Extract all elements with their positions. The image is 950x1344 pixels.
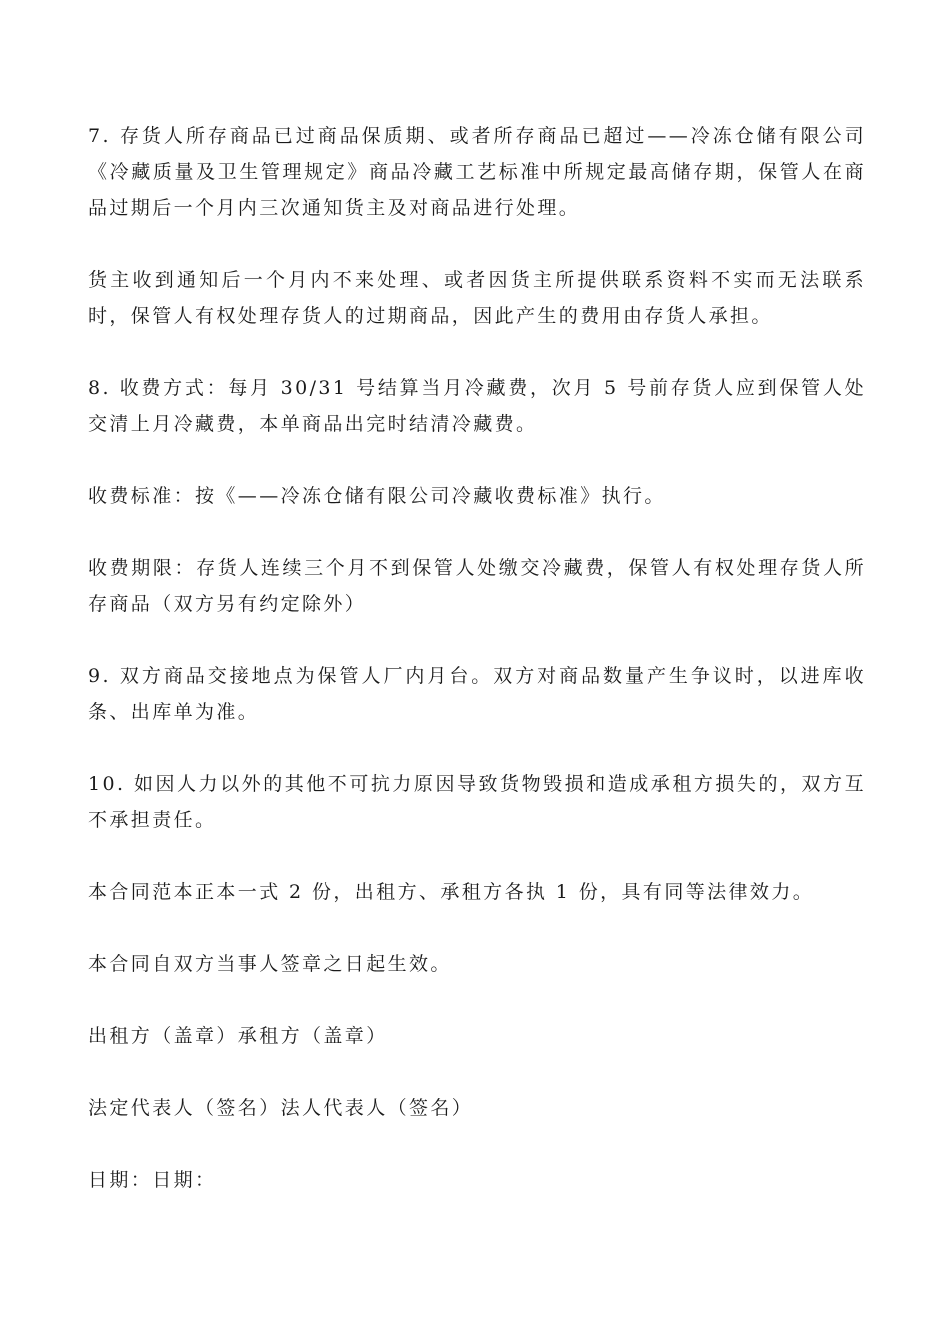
clause-9-handover: 9. 双方商品交接地点为保管人厂内月台。双方对商品数量产生争议时，以进库收条、出库单为准。 <box>88 665 866 723</box>
seal-line: 出租方（盖章）承租方（盖章） <box>88 1025 388 1047</box>
clause-8-payment-method: 8. 收费方式：每月 30/31 号结算当月冷藏费，次月 5 号前存货人应到保管人处交清上月冷藏费，本单商品出完时结清冷藏费。 <box>88 377 866 435</box>
clause-7-expired-goods: 7. 存货人所存商品已过商品保质期、或者所存商品已超过——冷冻仓储有限公司《冷藏质量及卫生管理规定》商品冷藏工艺标准中所规定最高储存期，保管人在商品过期后一个月内三次通知货主及对商品进行处理。 <box>88 125 866 219</box>
date-line: 日期：日期： <box>88 1169 217 1191</box>
signature-line: 法定代表人（签名）法人代表人（签名） <box>88 1097 474 1119</box>
clause-8-payment-term: 收费期限：存货人连续三个月不到保管人处缴交冷藏费，保管人有权处理存货人所存商品（双方另有约定除外） <box>88 557 866 615</box>
clause-10-force-majeure: 10. 如因人力以外的其他不可抗力原因导致货物毁损和造成承租方损失的，双方互不承担责任。 <box>88 773 866 831</box>
clause-7-owner-notice: 货主收到通知后一个月内不来处理、或者因货主所提供联系资料不实而无法联系时，保管人有权处理存货人的过期商品，因此产生的费用由存货人承担。 <box>88 269 866 327</box>
clause-8-fee-standard: 收费标准：按《——冷冻仓储有限公司冷藏收费标准》执行。 <box>88 485 666 507</box>
effective-statement: 本合同自双方当事人签章之日起生效。 <box>88 953 452 975</box>
document-page <box>88 118 866 1198</box>
copies-statement: 本合同范本正本一式 2 份，出租方、承租方各执 1 份，具有同等法律效力。 <box>88 881 815 903</box>
